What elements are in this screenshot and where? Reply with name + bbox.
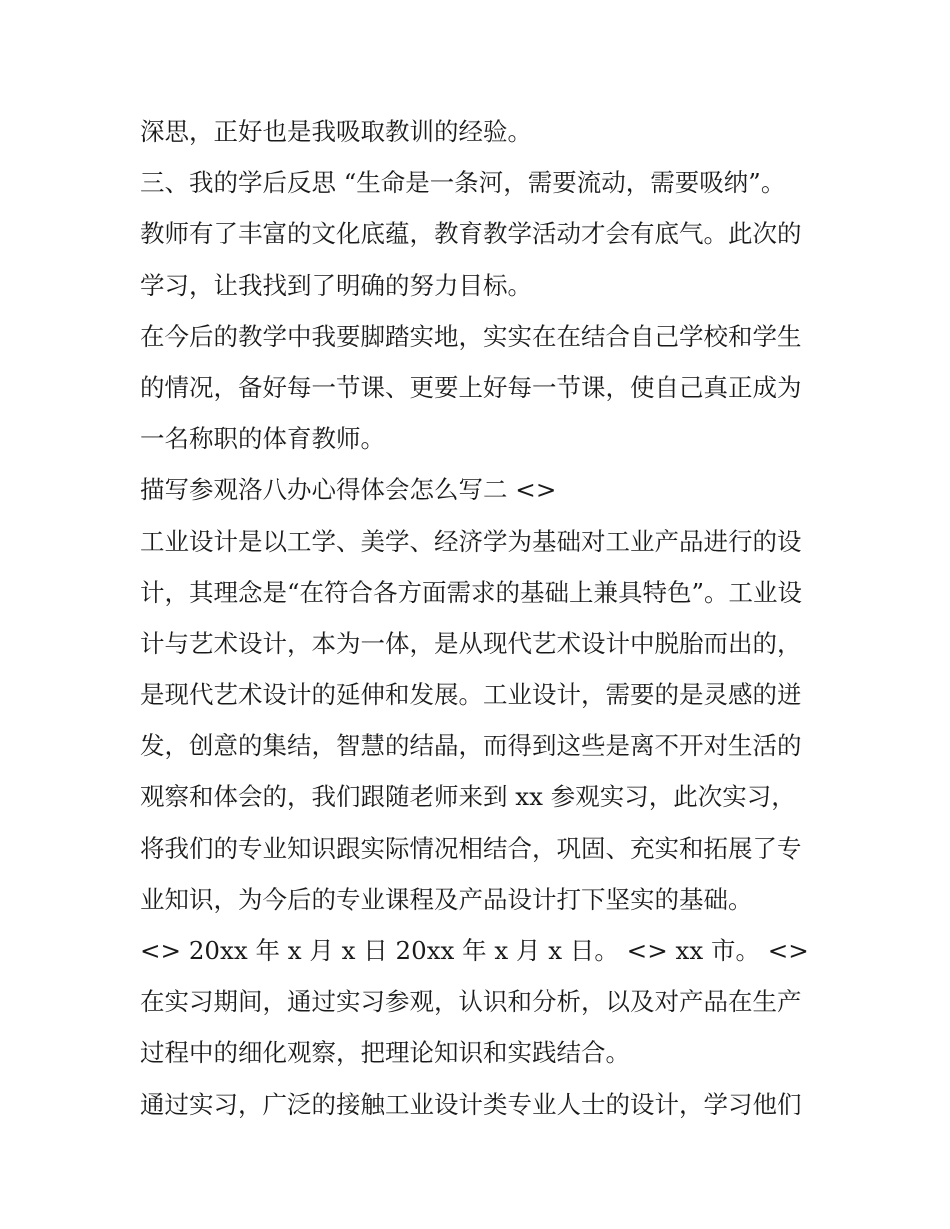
document-body	[140, 106, 820, 1130]
text-line: 通过实习，广泛的接触工业设计类专业人士的设计，学习他们	[140, 1089, 802, 1119]
text-line: 计与艺术设计，本为一体，是从现代艺术设计中脱胎而出的，	[140, 628, 802, 658]
text-line: 三、我的学后反思 “生命是一条河，需要流动，需要吸纳”。	[140, 168, 786, 198]
text-line: 观察和体会的，我们跟随老师来到 xx 参观实习，此次实习，	[140, 782, 796, 812]
text-line: 的情况，备好每一节课、更要上好每一节课，使自己真正成为	[140, 372, 802, 402]
text-line: 一名称职的体育教师。	[140, 424, 385, 454]
text-line: 将我们的专业知识跟实际情况相结合，巩固、充实和拓展了专	[140, 833, 802, 863]
date-location-line: <> 20xx 年 x 月 x 日 20xx 年 x 月 x 日。 <> xx 市。 <>	[140, 936, 809, 965]
text-line: 是现代艺术设计的延伸和发展。工业设计，需要的是灵感的迸	[140, 680, 802, 710]
text-line: 在实习期间，通过实习参观，认识和分析，以及对产品在生产	[140, 987, 802, 1017]
text-line: 学习，让我找到了明确的努力目标。	[140, 270, 532, 300]
text-line: 教师有了丰富的文化底蕴，教育教学活动才会有底气。此次的	[140, 219, 802, 249]
text-line: 过程中的细化观察，把理论知识和实践结合。	[140, 1038, 630, 1068]
text-line: 在今后的教学中我要脚踏实地，实实在在结合自己学校和学生	[140, 321, 802, 351]
text-line: 发，创意的集结，智慧的结晶，而得到这些是离不开对生活的	[140, 731, 802, 761]
text-line: 工业设计是以工学、美学、经济学为基础对工业产品进行的设	[140, 526, 802, 556]
text-line: 深思，正好也是我吸取教训的经验。	[140, 117, 532, 146]
section-heading: 描写参观洛八办心得体会怎么写二 <>	[140, 475, 557, 505]
text-line: 计，其理念是“在符合各方面需求的基础上兼具特色”。工业设	[140, 577, 803, 607]
text-line: 业知识，为今后的专业课程及产品设计打下坚实的基础。	[140, 884, 753, 914]
